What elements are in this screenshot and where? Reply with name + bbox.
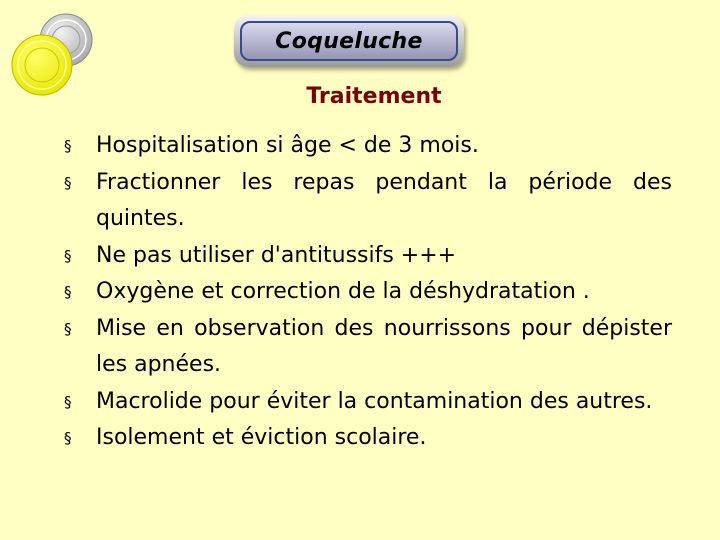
bullet-text: Mise en observation des nourrissons pour dépister les apnées. <box>96 315 672 377</box>
title-banner <box>234 15 464 67</box>
bullet-item <box>64 420 672 457</box>
bullet-text: Isolement et éviction scolaire. <box>96 425 427 450</box>
bullet-marker: § <box>64 246 72 265</box>
bullet-text: Macrolide pour éviter la contamination des autres. <box>96 388 653 414</box>
bullet-marker: § <box>64 283 72 301</box>
slide-subtitle: Traitement <box>306 84 442 109</box>
slide-title: Coqueluche <box>275 28 423 54</box>
bullet-text: Oxygène et correction de la déshydratation . <box>96 279 590 304</box>
bullet-text: Ne pas utiliser d'antitussifs +++ <box>96 242 457 268</box>
bullet-text: Hospitalisation si âge < de 3 mois. <box>96 133 479 158</box>
bullet-item <box>64 165 672 238</box>
bullet-item <box>64 274 672 311</box>
bullet-text: Fractionner les repas pendant la période des quintes. <box>96 169 672 231</box>
bullet-list <box>64 128 672 457</box>
title-banner-inner <box>240 21 458 61</box>
bullet-marker: § <box>64 319 72 338</box>
bullet-item <box>64 238 672 275</box>
bullet-marker: § <box>64 137 72 155</box>
bullet-marker: § <box>64 173 72 192</box>
bullet-marker: § <box>64 392 72 411</box>
bullet-item <box>64 128 672 165</box>
bullet-item <box>64 384 672 421</box>
bullet-marker: § <box>64 429 72 447</box>
bullet-item <box>64 311 672 384</box>
